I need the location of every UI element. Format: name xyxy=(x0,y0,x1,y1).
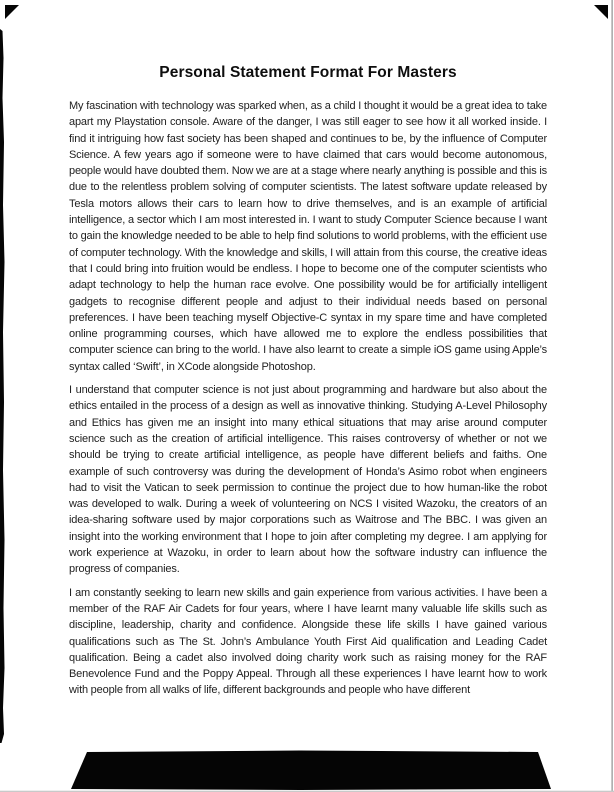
document-content xyxy=(69,63,547,706)
page-title: Personal Statement Format For Masters xyxy=(159,64,457,81)
paragraph-3: I am constantly seeking to learn new skills and gain experience from various activities. I have been a member of the RAF Air Cadets for four years, where I have learnt many valuable life skills such as discipline, leadership, charity and confidence. Alongside these life skills I have gained various qualifications such as The St. John’s Ambulance Youth First Aid qualification and Leading Cadet qualification. Being a cadet also involved doing charity work such as raising money for the RAF Benevolence Fund and the Poppy Appeal. Through all these experiences I have learnt how to work with people from all walks of life, different backgrounds and people who have different xyxy=(69,586,547,697)
scan-artifact-top-right-corner xyxy=(594,5,608,19)
paragraph-1: My fascination with technology was sparked when, as a child I thought it would be a great idea to take apart my Playstation console. Aware of the danger, I was still eager to see how it all worked inside. I find it intriguing how fast society has been shaped and continues to be, by the influence of Computer Science. A few years ago if someone were to have claimed that cars would become autonomous, people would have doubted them. Now we are at a stage where nearly anything is possible and this is due to the relentless problem solving of computer scientists. The latest software update released by Tesla motors allows their cars to learn how to drive themselves, and is an example of artificial intelligence, a sector which I am most interested in. I want to study Computer Science because I want to gain the knowledge needed to be able to help find solutions to world problems, with the efficient use of computer technology. With the knowledge and skills, I will attain from this course, the creative ideas that I could bring into fruition would be endless. I hope to become one of the computer scientists who adapt technology to help the human race evolve. One possibility would be for artificially intelligent gadgets to recognise different people and adjust to their individual needs based on personal preferences. I have been teaching myself Objective-C syntax in my spare time and have completed online programming courses, which have allowed me to explore the endless possibilities that computer science can bring to the world. I have also learnt to create a simple iOS game using Apple’s syntax called ‘Swift’, in XCode alongside Photoshop. xyxy=(69,100,547,373)
page-right-edge-line xyxy=(611,0,613,792)
scan-artifact-left-edge-band xyxy=(0,29,5,743)
scan-artifact-bottom-band xyxy=(71,751,551,791)
scan-artifact-top-left-corner xyxy=(5,5,19,19)
paragraph-2: I understand that computer science is not just about programming and hardware but also about the ethics entailed in the process of a design as well as innovative thinking. Studying A-Level Philosophy and Ethics has given me an insight into many ethical situations that may arise around computer science such as the creation of artificial intelligence. This raises controversy of whether or not we should be trying to create artificial intelligence, as people have different beliefs and faiths. One example of such controversy was during the development of Honda’s Asimo robot when engineers had to visit the Vatican to seek permission to continue the project due to how human-like the robot was developed to walk. During a week of volunteering on NCS I visited Wazoku, the creators of an idea-sharing software used by major corporations such as Waitrose and The BBC. I was given an insight into the working environment that I hope to join after completing my degree. I am applying for work experience at Wazoku, in order to learn about how the software industry can influence the progress of companies. xyxy=(69,384,547,576)
